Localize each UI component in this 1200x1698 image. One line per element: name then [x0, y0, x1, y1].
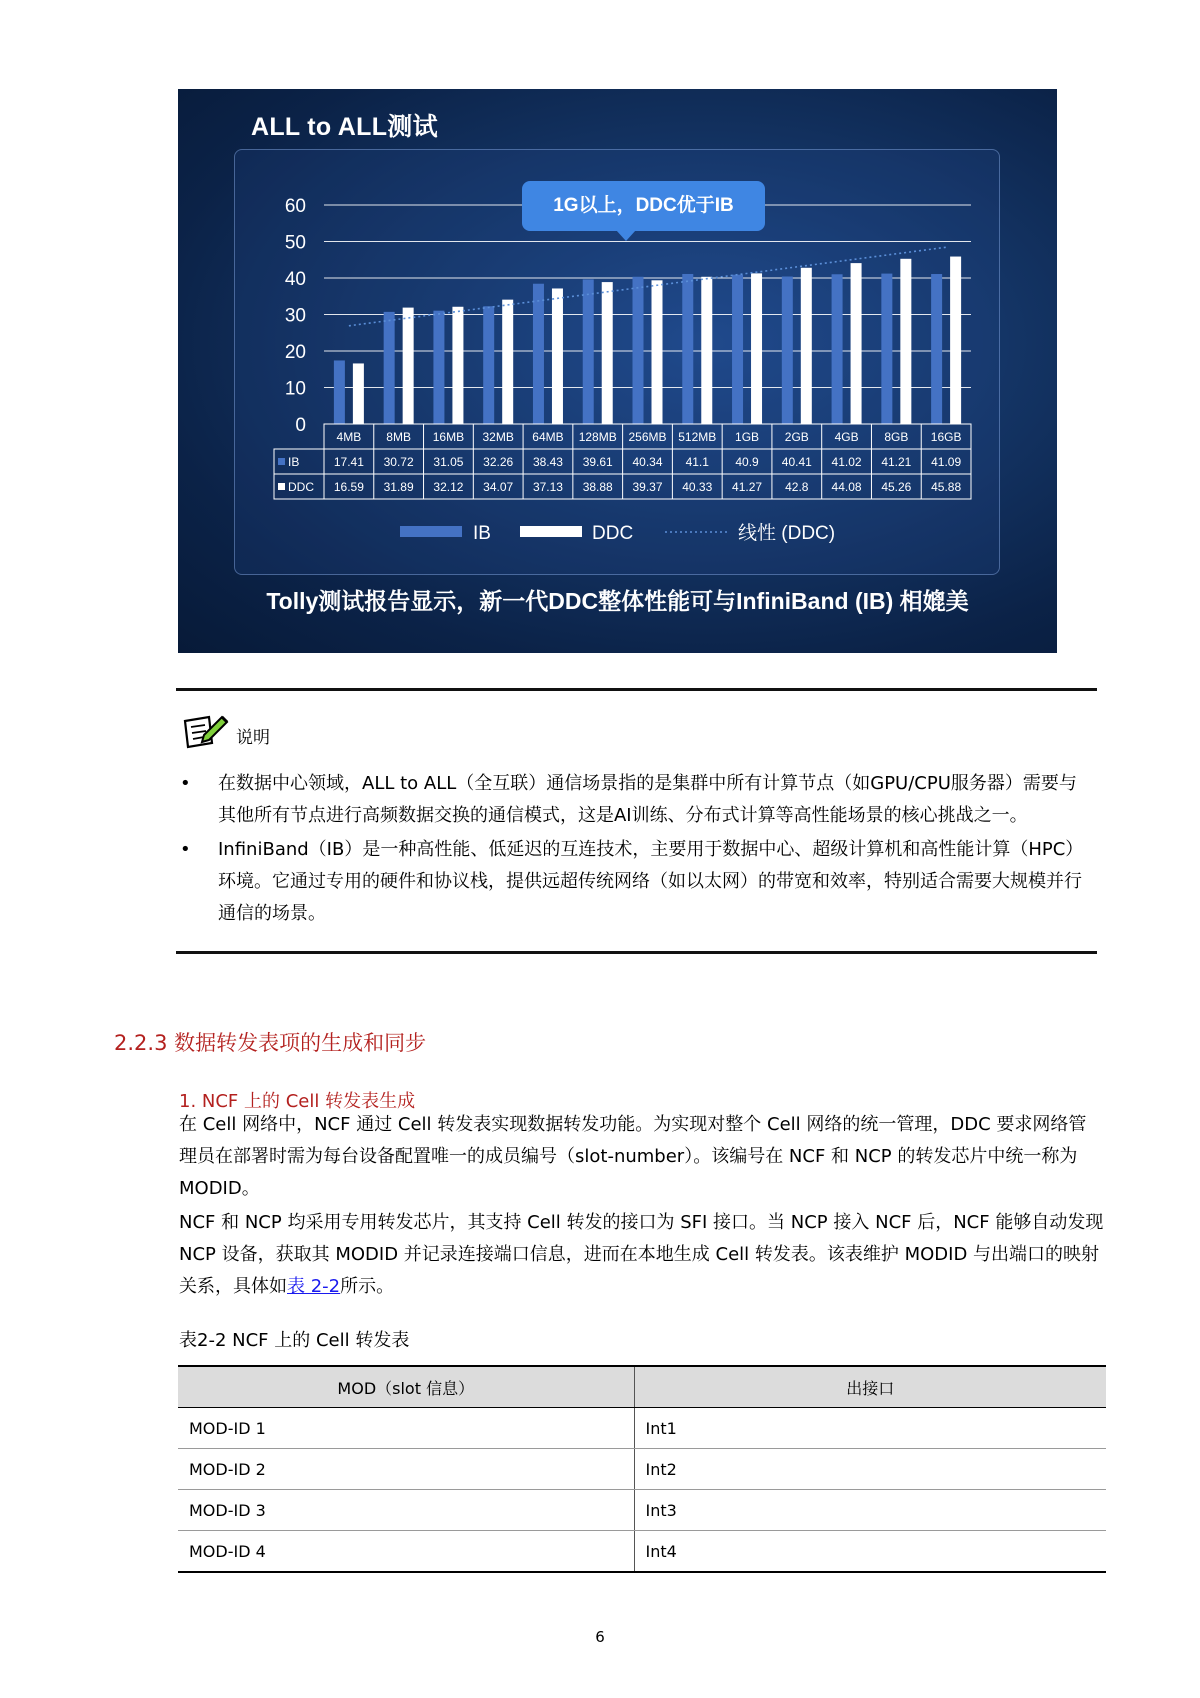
- bar-ddc: [801, 268, 812, 424]
- bar-ib: [832, 274, 843, 424]
- figure-title: ALL to ALL测试: [251, 113, 438, 141]
- note-top-rule: [176, 688, 1097, 691]
- data-table-value: 37.13: [532, 480, 563, 494]
- x-category-label: 16MB: [432, 430, 465, 444]
- x-category-label: 16GB: [930, 430, 962, 444]
- section-heading: 2.2.3 数据转发表项的生成和同步: [114, 1031, 427, 1055]
- note-list: [176, 768, 1091, 932]
- bar-ib: [334, 360, 345, 424]
- table-cell: MOD-ID 3: [178, 1490, 634, 1531]
- bar-ib: [931, 274, 942, 424]
- bar-ddc: [403, 308, 414, 424]
- benchmark-figure: [178, 89, 1057, 653]
- note-bottom-rule: [176, 951, 1097, 954]
- data-table-swatch: [278, 483, 285, 490]
- paragraph-2-text: NCF 和 NCP 均采用专用转发芯片，其支持 Cell 转发的接口为 SFI 接口。当 NCP 接入 NCF 后，NCF 能够自动发现 NCP 设备，获取其 MODID 并记录连接端口信息，进而在本地生成 Cell 转发表。该表维护 MODID 与出端口的映射关系，具体如: [179, 1212, 1104, 1297]
- data-table-value: 38.43: [532, 455, 563, 469]
- table-row: [178, 1531, 1106, 1573]
- data-table-row-label: DDC: [288, 480, 314, 494]
- bar-ib: [583, 279, 594, 424]
- cell-forwarding-table: [178, 1365, 1106, 1573]
- bar-ib: [881, 274, 892, 424]
- figure-subtitle: Tolly测试报告显示，新一代DDC整体性能可与InfiniBand (IB) 相媲美: [266, 588, 969, 614]
- table-cell: Int2: [634, 1449, 1106, 1490]
- data-table-value: 40.33: [682, 480, 713, 494]
- data-table-value: 40.34: [632, 455, 663, 469]
- data-table-row-label: IB: [288, 455, 300, 469]
- bar-ddc: [353, 363, 364, 424]
- data-table-value: 32.26: [483, 455, 514, 469]
- y-tick-label: 50: [284, 232, 306, 254]
- x-category-label: 4MB: [336, 430, 362, 444]
- x-category-label: 256MB: [628, 430, 667, 444]
- bar-ib: [633, 277, 644, 424]
- data-table-value: 31.05: [433, 455, 464, 469]
- callout-bubble: 1G以上，DDC优于IB: [522, 181, 765, 231]
- bar-ib: [732, 275, 743, 424]
- legend-label-trend: 线性 (DDC): [738, 523, 836, 544]
- note-item: • InfiniBand（IB）是一种高性能、低延迟的互连技术，主要用于数据中心、超级计算机和高性能计算（HPC）环境。它通过专用的硬件和协议栈，提供远超传统网络（如以太网）的带宽和效率，特别适合需要大规模并行通信的场景。: [176, 834, 1091, 930]
- legend-label-ddc: DDC: [592, 523, 634, 544]
- legend-label-ib: IB: [473, 523, 491, 544]
- paragraph-1: 在 Cell 网络中，NCF 通过 Cell 转发表实现数据转发功能。为实现对整个 Cell 网络的统一管理，DDC 要求网络管理员在部署时需为每台设备配置唯一的成员编号（slot-number）。该编号在 NCF 和 NCP 的转发芯片中统一称为 MODID。: [179, 1114, 1087, 1199]
- table-header-mod: MOD（slot 信息）: [178, 1366, 634, 1408]
- data-table-value: 31.89: [383, 480, 414, 494]
- bar-ddc: [701, 277, 712, 424]
- y-tick-label: 60: [284, 196, 306, 217]
- x-category-label: 2GB: [784, 430, 809, 444]
- y-tick-label: 20: [284, 342, 306, 363]
- data-table-value: 42.8: [785, 480, 809, 494]
- data-table-value: 30.72: [383, 455, 414, 469]
- paragraph-2-tail: 所示。: [340, 1276, 395, 1297]
- note-header: [182, 713, 270, 749]
- x-category-label: 8MB: [386, 430, 411, 444]
- data-table-value: 41.27: [732, 480, 763, 494]
- data-table-value: 40.41: [781, 455, 812, 469]
- y-tick-label: 0: [295, 415, 306, 436]
- x-category-label: 128MB: [578, 430, 617, 444]
- paragraph-2: [179, 1207, 1104, 1303]
- data-table-value: 38.88: [582, 480, 613, 494]
- bar-ddc: [751, 273, 762, 424]
- data-table-value: 41.1: [685, 455, 709, 469]
- table-row: [178, 1449, 1106, 1490]
- bar-ib: [483, 306, 494, 424]
- bar-ddc: [502, 300, 513, 424]
- table-cell: Int3: [634, 1490, 1106, 1531]
- table-row: [178, 1408, 1106, 1449]
- data-table-value: 40.9: [735, 455, 759, 469]
- data-table-value: 17.41: [333, 455, 364, 469]
- data-table-value: 41.21: [881, 455, 912, 469]
- data-table-value: 39.61: [582, 455, 613, 469]
- bar-ddc: [950, 257, 961, 424]
- subsection-heading: 1. NCF 上的 Cell 转发表生成: [179, 1091, 416, 1112]
- bar-ib: [384, 312, 395, 424]
- note-item: • 在数据中心领域，ALL to ALL（全互联）通信场景指的是集群中所有计算节点（如GPU/CPU服务器）需要与其他所有节点进行高频数据交换的通信模式，这是AI训练、分布式计算等高性能场景的核心挑战之一。: [176, 768, 1091, 832]
- bar-ib: [782, 277, 793, 424]
- bar-ddc: [602, 282, 613, 424]
- table-caption: 表2-2 NCF 上的 Cell 转发表: [179, 1330, 410, 1351]
- legend-swatch-ddc: [520, 526, 582, 537]
- data-table-value: 16.59: [333, 480, 364, 494]
- bar-ddc: [851, 263, 862, 424]
- data-table-value: 45.26: [881, 480, 912, 494]
- data-table-value: 44.08: [831, 480, 862, 494]
- bar-ib: [533, 284, 544, 424]
- x-category-label: 32MB: [482, 430, 514, 444]
- data-table-value: 41.09: [931, 455, 962, 469]
- table-cell: MOD-ID 1: [178, 1408, 634, 1449]
- note-label: 说明: [236, 728, 270, 748]
- table-cell: Int1: [634, 1408, 1106, 1449]
- x-category-label: 64MB: [532, 430, 564, 444]
- table-header-outport: 出接口: [634, 1366, 1106, 1408]
- table-header-row: [178, 1366, 1106, 1408]
- data-table-value: 41.02: [831, 455, 862, 469]
- bar-ib: [433, 311, 444, 424]
- data-table-swatch: [278, 458, 285, 465]
- data-table-value: 39.37: [632, 480, 663, 494]
- x-category-label: 512MB: [678, 430, 717, 444]
- data-table-value: 45.88: [931, 480, 962, 494]
- all-to-all-chart: [178, 89, 1057, 653]
- table-cell: MOD-ID 2: [178, 1449, 634, 1490]
- table-cell: MOD-ID 4: [178, 1531, 634, 1573]
- data-table-value: 32.12: [433, 480, 464, 494]
- table-cell: Int4: [634, 1531, 1106, 1573]
- table-row: [178, 1490, 1106, 1531]
- table-2-2-link[interactable]: 表 2-2: [287, 1276, 341, 1297]
- x-category-label: 8GB: [884, 430, 909, 444]
- bar-ib: [682, 274, 693, 424]
- x-category-label: 4GB: [834, 430, 859, 444]
- bar-ddc: [552, 288, 563, 424]
- y-tick-label: 30: [284, 305, 306, 327]
- bar-ddc: [452, 307, 463, 424]
- data-table-value: 34.07: [483, 480, 514, 494]
- bar-ddc: [900, 259, 911, 424]
- page-number: 6: [595, 1628, 605, 1646]
- note-pencil-icon: [182, 713, 230, 749]
- x-category-label: 1GB: [735, 430, 760, 444]
- y-tick-label: 10: [284, 378, 306, 400]
- bar-ddc: [652, 280, 663, 424]
- y-tick-label: 40: [284, 269, 306, 290]
- legend-swatch-ib: [400, 526, 462, 537]
